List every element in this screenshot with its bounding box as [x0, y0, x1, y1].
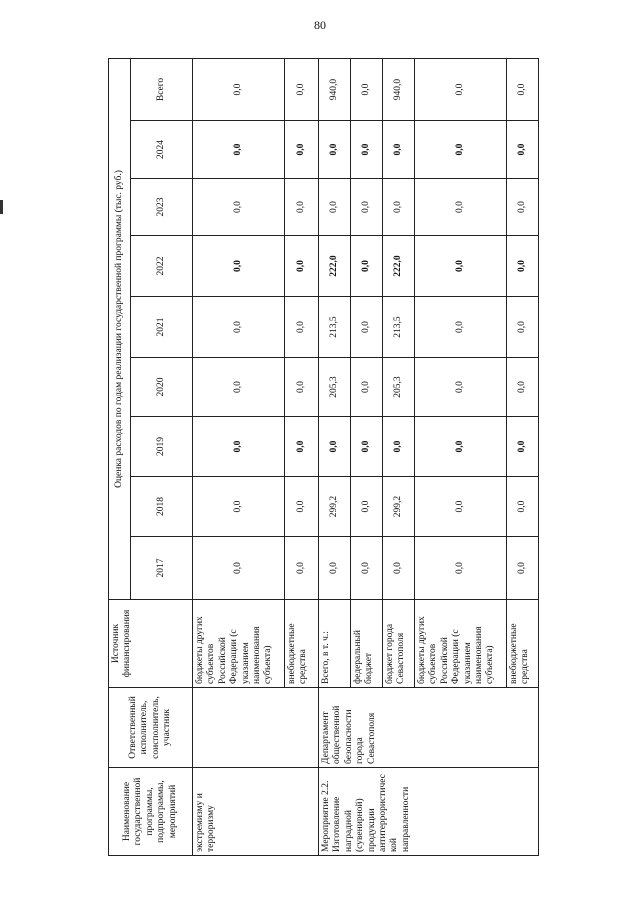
- scan-edge-mark: [0, 200, 3, 214]
- value-cell: 0,0: [285, 417, 319, 477]
- header-year: 2024: [131, 121, 193, 179]
- value-cell: 0,0: [415, 417, 507, 477]
- value-cell: 0,0: [193, 537, 285, 600]
- value-cell: 299,2: [383, 477, 415, 537]
- value-cell: 0,0: [285, 121, 319, 179]
- value-cell: 205,3: [383, 358, 415, 417]
- value-cell: 0,0: [319, 537, 351, 600]
- source-cell: бюджет города Севастополя: [383, 600, 415, 688]
- value-cell: 0,0: [285, 358, 319, 417]
- value-cell: 0,0: [383, 537, 415, 600]
- header-total: Всего: [131, 58, 193, 120]
- value-cell: 0,0: [383, 417, 415, 477]
- header-row-1: [109, 58, 131, 855]
- value-cell: 0,0: [285, 179, 319, 236]
- value-cell: 0,0: [193, 477, 285, 537]
- header-estimate: Оценка расходов по годам реализации государственной программы (тыс. руб.): [109, 58, 131, 599]
- value-cell: 0,0: [507, 417, 539, 477]
- value-cell: 213,5: [383, 297, 415, 358]
- value-cell: 0,0: [351, 236, 383, 297]
- value-cell: 0,0: [507, 477, 539, 537]
- header-responsible: Ответственный исполнитель, соисполнитель, участник: [109, 688, 193, 768]
- value-cell: 222,0: [383, 236, 415, 297]
- value-cell: 0,0: [507, 58, 539, 120]
- source-cell: бюджеты других субъектов Российской Федерации (с указанием наименования субъекта): [415, 600, 507, 688]
- value-cell: 0,0: [193, 297, 285, 358]
- value-cell: 213,5: [319, 297, 351, 358]
- value-cell: 0,0: [319, 121, 351, 179]
- header-year: 2020: [131, 358, 193, 417]
- value-cell: 0,0: [285, 537, 319, 600]
- header-year: 2017: [131, 537, 193, 600]
- value-cell: 0,0: [415, 179, 507, 236]
- value-cell: 222,0: [319, 236, 351, 297]
- value-cell: 0,0: [415, 297, 507, 358]
- value-cell: 0,0: [507, 179, 539, 236]
- table-row: [319, 58, 351, 855]
- value-cell: 0,0: [507, 537, 539, 600]
- value-cell: 0,0: [351, 297, 383, 358]
- value-cell: 0,0: [351, 477, 383, 537]
- value-cell: 0,0: [285, 236, 319, 297]
- value-cell: 0,0: [415, 121, 507, 179]
- source-cell: внебюджетные средства: [507, 600, 539, 688]
- value-cell: 0,0: [193, 236, 285, 297]
- value-cell: 0,0: [507, 297, 539, 358]
- value-cell: 299,2: [319, 477, 351, 537]
- rotated-table-frame: [108, 59, 531, 856]
- value-cell: 0,0: [415, 358, 507, 417]
- value-cell: 0,0: [193, 358, 285, 417]
- value-cell: 940,0: [383, 58, 415, 120]
- value-cell: 0,0: [193, 121, 285, 179]
- block2-responsible: Департамент общественной безопасности города Севастополя: [319, 688, 539, 768]
- header-year: 2018: [131, 477, 193, 537]
- value-cell: 940,0: [319, 58, 351, 120]
- header-year: 2019: [131, 417, 193, 477]
- block1-name: экстремизму и терроризму: [193, 768, 319, 856]
- source-cell: бюджеты других субъектов Российской Федерации (с указанием наименования субъекта): [193, 600, 285, 688]
- block1-responsible: [193, 688, 319, 768]
- page-number: 80: [314, 18, 326, 32]
- value-cell: 205,3: [319, 358, 351, 417]
- value-cell: 0,0: [351, 417, 383, 477]
- header-year: 2021: [131, 297, 193, 358]
- header-year: 2022: [131, 236, 193, 297]
- value-cell: 0,0: [319, 179, 351, 236]
- value-cell: 0,0: [415, 58, 507, 120]
- source-cell: Всего, в т. ч.:: [319, 600, 351, 688]
- source-cell: федеральный бюджет: [351, 600, 383, 688]
- header-source: Источник финансирования: [109, 600, 193, 688]
- value-cell: 0,0: [351, 179, 383, 236]
- value-cell: 0,0: [507, 236, 539, 297]
- header-year: 2023: [131, 179, 193, 236]
- value-cell: 0,0: [415, 236, 507, 297]
- value-cell: 0,0: [285, 477, 319, 537]
- value-cell: 0,0: [507, 121, 539, 179]
- value-cell: 0,0: [383, 179, 415, 236]
- header-name: Наименование государственной программы, подпрограммы, мероприятий: [109, 768, 193, 856]
- value-cell: 0,0: [351, 537, 383, 600]
- block2-name: Мероприятие 2.2. Изготовление наградной (сувенирной) продукции антитеррористической направленности: [319, 768, 539, 856]
- value-cell: 0,0: [351, 58, 383, 120]
- budget-table: [108, 58, 539, 856]
- value-cell: 0,0: [383, 121, 415, 179]
- budget-table-container: [108, 59, 531, 856]
- value-cell: 0,0: [507, 358, 539, 417]
- value-cell: 0,0: [193, 58, 285, 120]
- value-cell: 0,0: [415, 537, 507, 600]
- value-cell: 0,0: [193, 179, 285, 236]
- value-cell: 0,0: [285, 58, 319, 120]
- value-cell: 0,0: [415, 477, 507, 537]
- value-cell: 0,0: [285, 297, 319, 358]
- table-row: [193, 58, 285, 855]
- value-cell: 0,0: [319, 417, 351, 477]
- source-cell: внебюджетные средства: [285, 600, 319, 688]
- value-cell: 0,0: [193, 417, 285, 477]
- value-cell: 0,0: [351, 358, 383, 417]
- value-cell: 0,0: [351, 121, 383, 179]
